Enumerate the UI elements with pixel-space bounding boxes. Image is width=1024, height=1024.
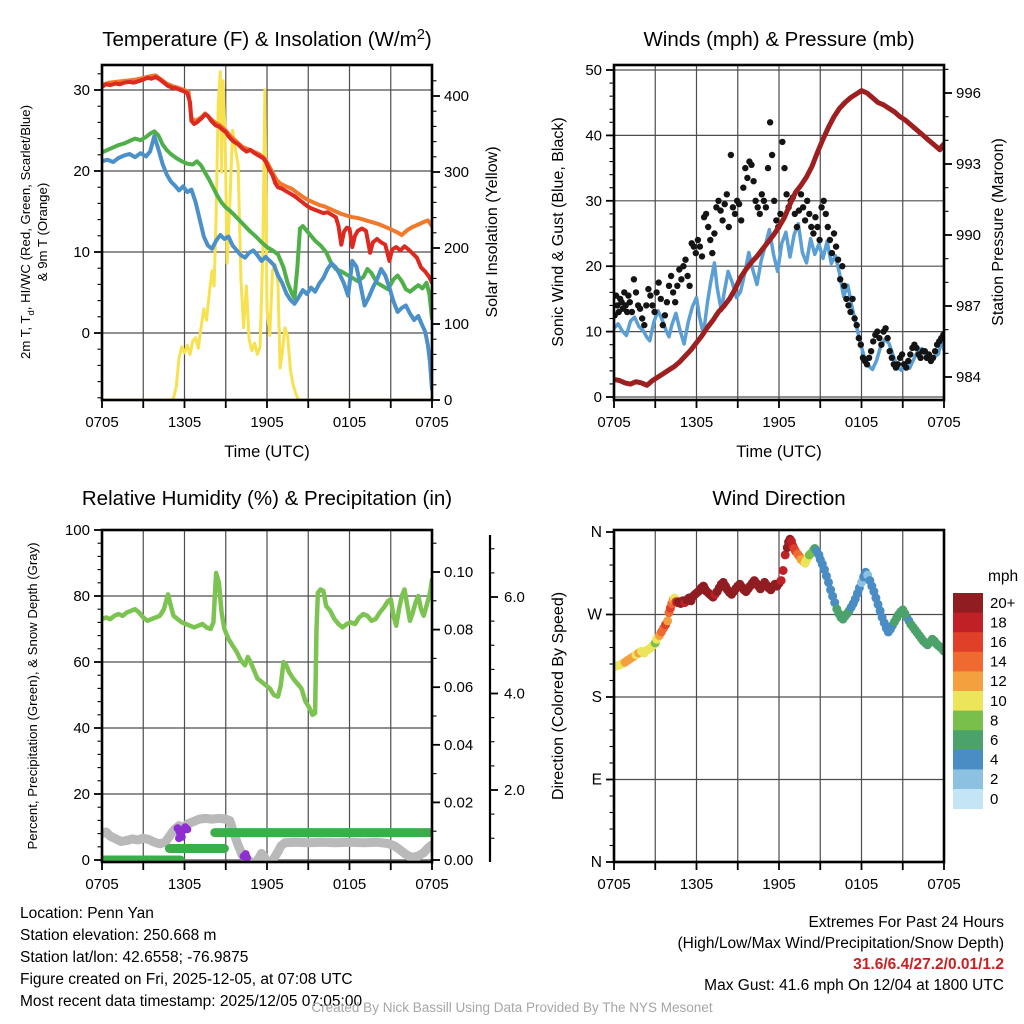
wind-gust-dot [823, 211, 829, 217]
wind-gust-dot [660, 322, 666, 328]
station-elevation: Station elevation: 250.668 m [20, 927, 217, 944]
wind-gust-dot [697, 243, 703, 249]
y-tick-label: 40 [73, 720, 90, 737]
y-axis-label-right: Station Pressure (Maroon) [990, 138, 1007, 326]
colorbar-tick-label: 12 [990, 673, 1007, 691]
extremes-info [678, 912, 1005, 996]
wind-gust-dot [653, 289, 659, 295]
wind-gust-dot [854, 322, 860, 328]
x-tick-label: 1305 [167, 414, 202, 431]
data-timestamp: Most recent data timestamp: 2025/12/05 07:05:00 [20, 993, 363, 1010]
wind-gust-dot [707, 237, 713, 243]
wind-gust-dot [643, 302, 649, 308]
y-tick-label: 10 [73, 244, 90, 261]
colorbar-tick-label: 16 [990, 634, 1007, 651]
y-tick-label: 20 [73, 786, 90, 803]
wind-gust-dot [740, 185, 746, 191]
wind-gust-dot [889, 355, 895, 361]
wind-gust-dot [769, 152, 775, 158]
precip-tick-label: 0.10 [444, 564, 474, 581]
y-tick-label: 993 [956, 156, 982, 174]
station-latlon: Station lat/lon: 42.6558; -76.9875 [20, 949, 249, 966]
y-tick-label: 40 [585, 127, 602, 145]
wind-direction-dot [779, 566, 788, 575]
wind-gust-dot [705, 224, 711, 230]
y-axis-label: Percent, Precipitation (Green), & Snow Depth (Gray) [25, 542, 40, 850]
chart-title: Temperature (F) & Insolation $(W/m^2)$ [102, 27, 432, 51]
y-tick-label: 0 [81, 325, 90, 342]
wind-gust-dot [670, 289, 676, 295]
wind-gust-dot [748, 162, 754, 168]
wind-gust-dot [719, 217, 725, 223]
chart-humidity-precip [25, 487, 525, 893]
y-tick-label: 200 [444, 240, 470, 257]
colorbar-swatch [953, 632, 983, 652]
wind-gust-dot [658, 296, 664, 302]
precip-tick-label: 0.02 [444, 794, 474, 812]
wind-gust-dot [903, 364, 909, 370]
x-tick-label: 0105 [332, 414, 367, 431]
y-tick-label: E [591, 771, 602, 789]
wind-gust-dot [757, 211, 763, 217]
wind-gust-dot [755, 204, 761, 210]
x-tick-label: 0705 [85, 876, 119, 893]
y-axis-label: Direction (Colored By Speed) [550, 591, 567, 801]
wind-gust-dot [833, 243, 839, 249]
wind-gust-dot [858, 342, 864, 348]
colorbar-swatch [953, 730, 983, 750]
wind-gust-dot [715, 198, 721, 204]
colorbar-title: mph [988, 568, 1019, 585]
precip-tick-label: 0.00 [444, 852, 474, 869]
snow-tick-label: 6.0 [504, 589, 525, 606]
x-axis-label: Time (UTC) [224, 443, 310, 461]
wind-direction-dot [777, 576, 786, 585]
y-axis-label: & 9m T (Orange) [35, 182, 50, 282]
wind-gust-dot [806, 211, 812, 217]
wind-gust-dot [800, 204, 806, 210]
wind-gust-dot [662, 312, 668, 318]
x-tick-label: 0705 [597, 876, 631, 893]
wind-gust-dot [651, 309, 657, 315]
y-tick-label: 60 [73, 654, 90, 671]
snow-tick-label: 2.0 [504, 782, 525, 799]
wind-gust-dot [856, 335, 862, 341]
wind-gust-dot [895, 361, 901, 367]
wind-gust-dot [831, 230, 837, 236]
wind-gust-dot [647, 292, 653, 298]
precip-tick-label: 0.08 [444, 621, 474, 639]
wind-gust-dot [917, 355, 923, 361]
x-axis-label: Time (UTC) [736, 443, 822, 461]
station-location: Location: Penn Yan [20, 905, 154, 922]
wind-gust-dot [684, 273, 690, 279]
wind-gust-dot [629, 309, 635, 315]
wind-gust-dot [845, 302, 851, 308]
y-tick-label: 100 [444, 316, 470, 333]
colorbar-tick-label: 4 [990, 751, 999, 769]
x-tick-label: 1305 [679, 876, 714, 893]
station-info [20, 903, 362, 1013]
y-tick-label: 984 [956, 369, 982, 386]
wind-gust-dot [818, 204, 824, 210]
wind-gust-dot [930, 355, 936, 361]
colorbar-tick-label: 8 [990, 712, 999, 730]
x-tick-label: 0105 [844, 414, 879, 431]
x-tick-label: 0705 [927, 414, 961, 431]
wind-gust-dot [639, 315, 645, 321]
wind-gust-dot [711, 230, 717, 236]
wind-gust-dot [742, 165, 748, 171]
wind-gust-dot [674, 283, 680, 289]
wind-gust-dot [680, 263, 686, 269]
wind-gust-dot [693, 250, 699, 256]
x-tick-label: 0705 [597, 414, 631, 431]
x-tick-label: 1905 [762, 876, 796, 893]
wind-gust-dot [703, 211, 709, 217]
wind-gust-dot [699, 253, 705, 259]
colorbar-swatch [953, 691, 983, 711]
colorbar-swatch [953, 750, 983, 770]
y-tick-label: 987 [956, 298, 982, 316]
x-tick-label: 0705 [85, 414, 119, 431]
wind-gust-dot [816, 237, 822, 243]
wind-gust-dot [625, 292, 631, 298]
wind-gust-dot [884, 335, 890, 341]
y-tick-label: 30 [73, 82, 90, 99]
wind-gust-dot [730, 204, 736, 210]
wind-gust-dot [717, 207, 723, 213]
wind-gust-dot [678, 276, 684, 282]
wind-gust-dot [686, 283, 692, 289]
freezing-precip-dots-dot [243, 854, 251, 862]
wind-gust-dot [645, 286, 651, 292]
chart-title: Winds (mph) & Pressure (mb) [643, 28, 915, 51]
colorbar-tick-label: 0 [990, 790, 999, 808]
wind-gust-dot [808, 224, 814, 230]
wind-gust-dot [627, 299, 633, 305]
wind-gust-dot [724, 191, 730, 197]
freezing-precip-dots-dot [175, 834, 183, 842]
y-tick-label: N [590, 854, 602, 871]
colorbar-tick-label: 14 [990, 653, 1007, 671]
x-tick-label: 0705 [415, 414, 449, 431]
freezing-precip-dots-dot [183, 825, 191, 833]
wind-gust-dot [835, 257, 841, 263]
wind-gust-dot [794, 224, 800, 230]
chart-temperature-insolation [18, 27, 501, 461]
colorbar-swatch [953, 593, 983, 613]
wind-gust-dot [849, 296, 855, 302]
wind-gust-dot [763, 204, 769, 210]
wind-gust-dot [843, 296, 849, 302]
wind-gust-dot [633, 289, 639, 295]
colorbar-tick-label: 18 [990, 614, 1007, 632]
y-axis-label: Sonic Wind & Gust (Blue, Black) [550, 117, 567, 347]
colorbar-swatch [953, 789, 983, 809]
x-tick-label: 0705 [927, 876, 961, 893]
colorbar-swatch [953, 711, 983, 731]
wind-gust-dot [779, 139, 785, 145]
wind-gust-dot [882, 325, 888, 331]
x-tick-label: 0105 [844, 876, 879, 893]
wind-gust-dot [868, 348, 874, 354]
wind-gust-dot [827, 237, 833, 243]
wind-gust-dot [874, 328, 880, 334]
wind-gust-dot [821, 198, 827, 204]
y-tick-label: 20 [585, 258, 602, 276]
wind-gust-dot [781, 165, 787, 171]
wind-gust-dot [837, 276, 843, 282]
wind-gust-dot [783, 191, 789, 197]
wind-gust-dot [825, 224, 831, 230]
wind-gust-dot [864, 361, 870, 367]
colorbar-swatch [953, 671, 983, 691]
colorbar-swatch [953, 769, 983, 789]
wind-gust-dot [802, 217, 808, 223]
y-tick-label: 0 [593, 389, 602, 406]
colorbar-tick-label: 10 [990, 692, 1007, 710]
colorbar-tick-label: 20+ [990, 594, 1016, 612]
y-tick-label: 50 [585, 62, 602, 79]
wind-gust-dot [736, 201, 742, 207]
y-tick-label: S [591, 689, 602, 706]
x-tick-label: 0105 [332, 876, 367, 893]
wind-gust-dot [878, 342, 884, 348]
x-tick-label: 1905 [250, 876, 284, 893]
extremes-subtitle: (High/Low/Max Wind/Precipitation/Snow Depth) [677, 935, 1004, 952]
y-tick-label: 300 [444, 164, 470, 181]
wind-direction-dot [663, 616, 672, 625]
x-tick-label: 1905 [762, 414, 796, 431]
wind-gust-dot [771, 198, 777, 204]
wind-gust-dot [752, 198, 758, 204]
snow-tick-label: 4.0 [504, 685, 525, 703]
wind-gust-dot [726, 224, 732, 230]
wind-gust-dot [841, 283, 847, 289]
wind-gust-dot [761, 198, 767, 204]
chart-title: Wind Direction [712, 487, 846, 510]
wind-gust-dot [851, 315, 857, 321]
wind-gust-dot [907, 351, 913, 357]
wind-gust-dot [765, 165, 771, 171]
wind-gust-dot [738, 217, 744, 223]
x-tick-label: 1305 [679, 414, 714, 431]
y-tick-label: 100 [64, 522, 90, 539]
y-tick-label: 80 [73, 588, 90, 605]
wind-gust-dot [732, 211, 738, 217]
wind-gust-dot [847, 309, 853, 315]
y-tick-label: W [587, 606, 602, 624]
extremes-title: Extremes For Past 24 Hours [808, 914, 1004, 931]
y-axis-label-right: Solar Insolation (Yellow) [484, 146, 501, 318]
wind-gust-dot [876, 335, 882, 341]
colorbar-tick-label: 2 [990, 771, 999, 789]
x-tick-label: 1905 [250, 414, 284, 431]
wind-gust-dot [887, 348, 893, 354]
wind-gust-dot [656, 279, 662, 285]
precip-tick-label: 0.06 [444, 679, 474, 697]
wind-gust-dot [728, 152, 734, 158]
wind-gust-dot [672, 299, 678, 305]
wind-gust-dot [637, 306, 643, 312]
wind-gust-dot [899, 351, 905, 357]
wind-gust-dot [750, 178, 756, 184]
y-tick-label: 990 [956, 227, 982, 245]
wind-gust-dot [744, 175, 750, 181]
wind-gust-dot [649, 302, 655, 308]
precip-tick-label: 0.04 [444, 736, 474, 754]
y-tick-label: 400 [444, 88, 470, 105]
y-tick-label: 20 [73, 163, 90, 180]
wind-gust-dot [631, 276, 637, 282]
wind-gust-dot [668, 273, 674, 279]
y-axis-label: 2m T, $T_d$, HI/WC (Red, Green, Scarlet/Blue) [18, 105, 37, 359]
y-tick-label: 10 [585, 323, 602, 341]
wind-gust-dot [810, 230, 816, 236]
wind-gust-dot [913, 345, 919, 351]
wind-gust-dot [664, 299, 670, 305]
y-tick-label: 0 [81, 852, 90, 869]
colorbar-swatch [953, 652, 983, 672]
colorbar-swatch [953, 613, 983, 633]
wind-gust-dot [839, 263, 845, 269]
y-tick-label: 0 [444, 392, 453, 409]
wind-gust-dot [829, 250, 835, 256]
colorbar-tick-label: 6 [990, 732, 999, 749]
extremes-values: 31.6/6.4/27.2/0.01/1.2 [853, 956, 1004, 973]
y-tick-label: 996 [956, 85, 982, 103]
wind-gust-dot [870, 338, 876, 344]
wind-gust-dot [767, 119, 773, 125]
x-tick-label: 1305 [167, 876, 202, 893]
wind-gust-dot [641, 322, 647, 328]
y-tick-label: 30 [585, 192, 602, 210]
y-tick-label: N [590, 524, 602, 541]
wind-gust-dot [866, 355, 872, 361]
wind-gust-dot [691, 243, 697, 249]
wind-gust-dot [695, 237, 701, 243]
wind-gust-dot [709, 250, 715, 256]
wind-gust-dot [722, 201, 728, 207]
chart-title: Relative Humidity (%) & Precipitation (in) [81, 487, 453, 510]
wind-gust-dot [932, 348, 938, 354]
chart-winds-pressure [550, 28, 1007, 461]
figure-created: Figure created on Fri, 2025-12-05, at 07:08 UTC [20, 971, 353, 988]
chart-wind-direction [550, 487, 1018, 893]
wind-gust-dot [682, 257, 688, 263]
credit-line: Created By Nick Bassill Using Data Provided By The NYS Mesonet [311, 1000, 713, 1015]
wind-gust-dot [905, 358, 911, 364]
wind-gust-dot [812, 214, 818, 220]
wind-gust-dot [814, 224, 820, 230]
wind-gust-dot [759, 191, 765, 197]
wind-gust-dot [804, 198, 810, 204]
x-tick-label: 0705 [415, 876, 449, 893]
max-gust: Max Gust: 41.6 mph On 12/04 at 1800 UTC [704, 977, 1004, 994]
wind-gust-dot [666, 283, 672, 289]
